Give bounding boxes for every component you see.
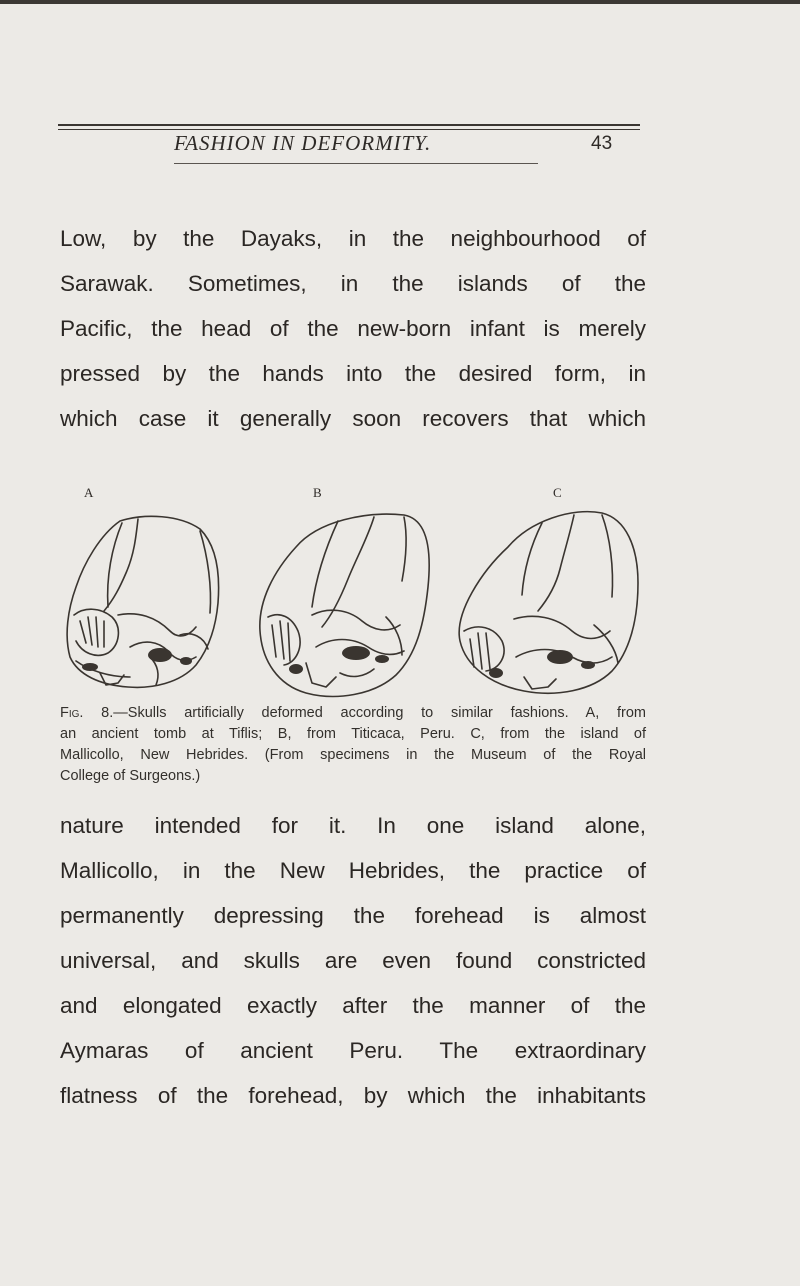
header-rule-thin [58,129,640,130]
panel-label-c: C [553,485,562,500]
paragraph-bottom [60,803,646,1118]
skull-c-illustration [452,507,642,697]
page-number: 43 [591,133,613,154]
scan-edge [0,0,800,4]
text-line: and elongated exactly after the manner of the [60,993,646,1018]
skull-figure [60,485,646,700]
caption-line: Mallicollo, New Hebrides. (From specimens in the Museum of the Royal [60,747,646,763]
caption-text: —Skulls artificially deformed according to similar fashions. A, from [113,705,646,721]
caption-line [60,703,646,724]
skull-a-illustration [60,507,240,697]
text-line: permanently depressing the forehead is almost [60,903,646,928]
caption-line: an ancient tomb at Tiflis; B, from Titicaca, Peru. C, from the island of [60,726,646,742]
text-line: nature intended for it. In one island alone, [60,813,646,838]
panel-label-a: A [84,485,94,500]
text-line: universal, and skulls are even found constricted [60,948,646,973]
text-line: Mallicollo, in the New Hebrides, the practice of [60,858,646,883]
figure-label: Fig. 8. [60,705,114,721]
running-title: FASHION IN DEFORMITY. [174,131,432,155]
running-title-underline [174,163,538,164]
text-line: Aymaras of ancient Peru. The extraordinary [60,1038,646,1063]
text-line: Low, by the Dayaks, in the neighbourhood of [60,226,646,251]
paragraph-top [60,216,646,441]
text-line: pressed by the hands into the desired form, in [60,361,646,386]
text-line: which case it generally soon recovers that which [60,406,646,431]
caption-line: College of Surgeons.) [60,768,201,784]
skull-b-illustration [256,507,440,703]
text-line: Pacific, the head of the new-born infant is merely [60,316,646,341]
panel-label-b: B [313,485,322,500]
text-line: flatness of the forehead, by which the inhabitants [60,1083,646,1108]
text-line: Sarawak. Sometimes, in the islands of the [60,271,646,296]
header-rule [58,124,640,126]
figure-caption [60,703,646,787]
